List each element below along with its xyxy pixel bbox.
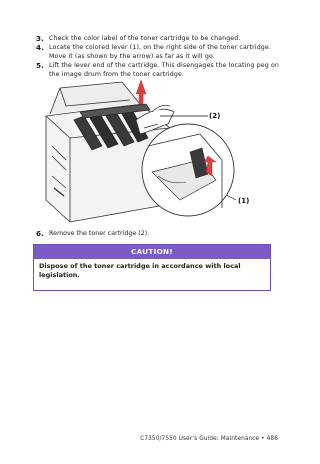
printer-illustration — [40, 76, 270, 226]
callout-lever: (1) — [238, 197, 250, 205]
caution-box — [33, 244, 271, 291]
callout-cartridge: (2) — [209, 112, 221, 120]
step-3 — [36, 34, 286, 43]
step-number: 5. — [36, 61, 44, 70]
step-text: Remove the toner cartridge (2). — [49, 230, 150, 237]
step-number: 6. — [36, 229, 44, 238]
step-4 — [36, 43, 286, 61]
caution-text: Dispose of the toner cartridge in accordance with local legislation. — [39, 262, 241, 279]
step-text: Check the color label of the toner cartridge to be changed. — [49, 35, 241, 42]
step-number: 4. — [36, 43, 44, 52]
instruction-steps — [36, 34, 286, 79]
toner-removal-illustration — [40, 76, 270, 226]
step-text: Locate the colored lever (1), on the right side of the toner cartridge. Move it (as shown by the arrow) as far as it will go. — [49, 44, 271, 60]
step-number: 3. — [36, 34, 44, 43]
step-6 — [36, 229, 286, 238]
page-footer: C7350/7550 User’s Guide: Maintenance • 486 — [140, 436, 278, 442]
step-text: Lift the lever end of the cartridge. This disengages the locating peg on the image drum from the toner cartridge. — [49, 62, 279, 78]
zoom-detail — [142, 124, 234, 216]
caution-title: CAUTION! — [34, 245, 270, 259]
